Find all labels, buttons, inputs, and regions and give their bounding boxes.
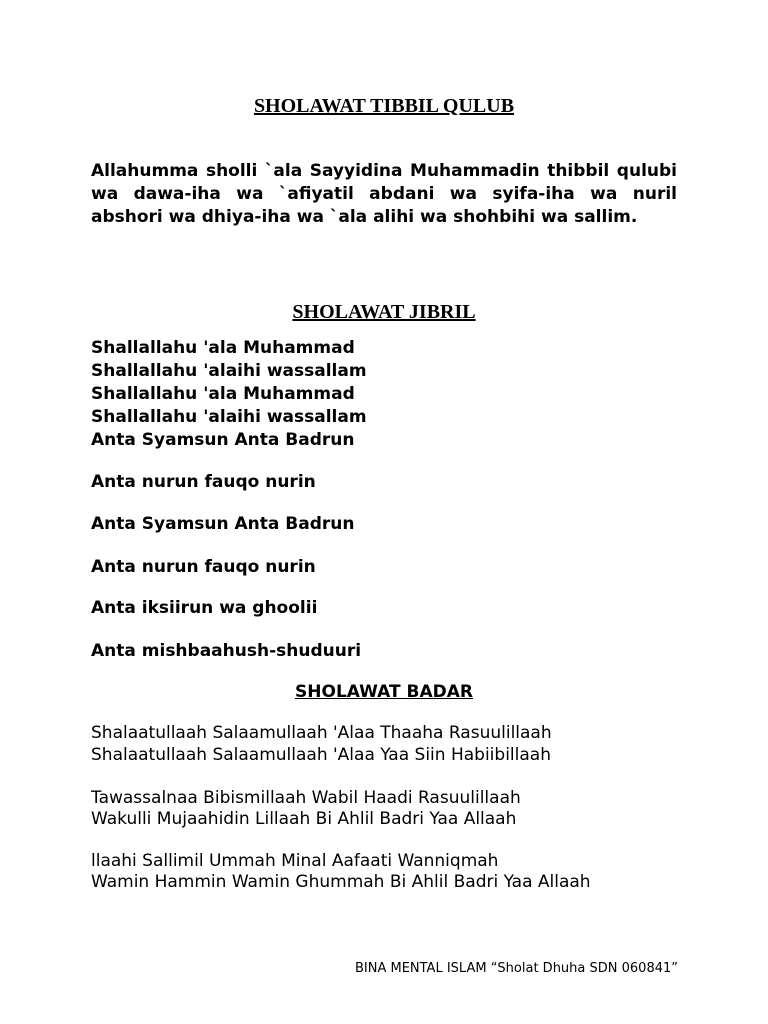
badar-line: Shalaatullaah Salaamullaah 'Alaa Thaaha Rasuulillaah <box>91 723 552 743</box>
paragraph-tibbil-qulub: Allahumma sholli `ala Sayyidina Muhammadin thibbil qulubi wa dawa-iha wa `afiyatil abdani wa syifa-iha wa nuril abshori wa dhiya-iha wa `ala alihi wa shohbihi wa sallim. <box>91 161 677 227</box>
badar-line: Shalaatullaah Salaamullaah 'Alaa Yaa Siin Habiibillaah <box>91 745 551 765</box>
badar-line: Wakulli Mujaahidin Lillaah Bi Ahlil Badri Yaa Allaah <box>91 809 517 829</box>
title-sholawat-jibril: SHOLAWAT JIBRIL <box>292 301 476 323</box>
badar-line: Tawassalnaa Bibismillaah Wabil Haadi Rasuulillaah <box>91 788 521 808</box>
jibril-line: Anta mishbaahush-shuduuri <box>91 641 362 661</box>
title-sholawat-badar: SHOLAWAT BADAR <box>295 682 473 702</box>
badar-line: llaahi Sallimil Ummah Minal Aafaati Wanniqmah <box>91 851 499 871</box>
title-sholawat-tibbil-qulub: SHOLAWAT TIBBIL QULUB <box>253 95 515 117</box>
jibril-line: Anta Syamsun Anta Badrun <box>91 430 355 450</box>
jibril-line: Shallallahu 'alaihi wassallam <box>91 361 367 381</box>
page-footer: BINA MENTAL ISLAM “Sholat Dhuha SDN 060841” <box>354 961 678 976</box>
badar-line: Wamin Hammin Wamin Ghummah Bi Ahlil Badri Yaa Allaah <box>91 872 591 892</box>
jibril-line: Anta Syamsun Anta Badrun <box>91 514 355 534</box>
jibril-line: Anta nurun fauqo nurin <box>91 472 316 492</box>
jibril-line: Anta iksiirun wa ghoolii <box>91 598 318 618</box>
jibril-line: Shallallahu 'alaihi wassallam <box>91 407 367 427</box>
jibril-line: Shallallahu 'ala Muhammad <box>91 338 355 358</box>
jibril-line: Shallallahu 'ala Muhammad <box>91 384 355 404</box>
jibril-line: Anta nurun fauqo nurin <box>91 557 316 577</box>
